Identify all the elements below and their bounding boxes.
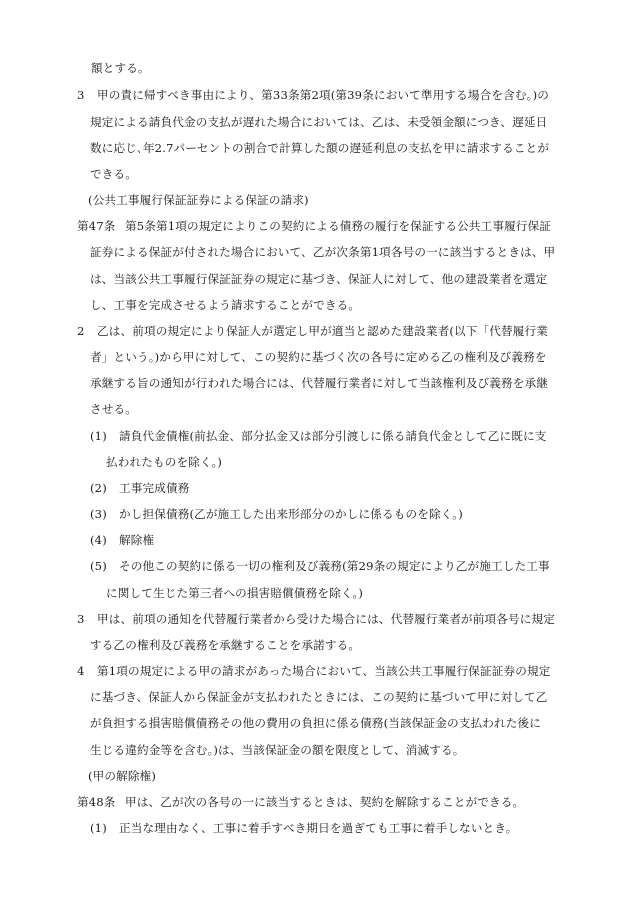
item-line: 正当な理由なく、工事に着手すべき期日を過ぎても工事に着手しないとき。 — [119, 821, 518, 835]
article-line: 甲は、乙が次の各号の一に該当するときは、契約を解除することができる。 — [125, 795, 525, 809]
paragraph-line: できる。 — [90, 167, 137, 181]
paragraph-line: させる。 — [90, 402, 137, 416]
paragraph-line: する乙の権利及び義務を承継することを承諾する。 — [90, 638, 361, 652]
paragraph-line: 第1項の規定による甲の請求があった場合において、当該公共工事履行保証証券の規定 — [97, 664, 551, 678]
item-line: 工事完成債務 — [119, 481, 190, 495]
article-label: 第48条 — [77, 795, 116, 809]
item-line: 払われたものを除く。) — [106, 455, 223, 469]
article-label: 第47条 — [77, 219, 116, 233]
paragraph-line: 乙は、前項の規定により保証人が選定し甲が適当と認めた建設業者(以下「代替履行業 — [97, 324, 548, 338]
paragraph-line: 者」という。)から甲に対して、この契約に基づく次の各号に定める乙の権利及び義務を — [90, 350, 547, 364]
article-heading: (甲の解除権) — [88, 769, 157, 783]
continuation-text: 額とする。 — [91, 61, 150, 75]
paragraph-line: に基づき、保証人から保証金が支払われたときには、この契約に基づいて甲に対して乙 — [90, 690, 548, 704]
paragraph-line: が負担する損害賠償債務その他の費用の負担に係る債務(当該保証金の支払われた後に — [90, 716, 541, 730]
paragraph-line: 承継する旨の通知が行われた場合には、代替履行業者に対して当該権利及び義務を承継 — [90, 376, 549, 390]
item-number: (3) — [90, 507, 107, 521]
item-number: (2) — [90, 481, 107, 495]
article-line: 第5条第1項の規定によりこの契約による債務の履行を保証する公共工事履行保証 — [125, 219, 552, 233]
item-number: (1) — [90, 821, 107, 835]
item-line: に関して生じた第三者への損害賠償債務を除く。) — [106, 586, 364, 600]
article-line: し、工事を完成させるよう請求することができる。 — [90, 298, 361, 312]
item-number: (1) — [90, 429, 107, 443]
item-number: (5) — [90, 559, 107, 573]
item-line: 解除権 — [119, 533, 155, 547]
paragraph-line: 数に応じ､年2.7パーセントの割合で計算した額の遅延利息の支払を甲に請求することが — [90, 141, 550, 155]
article-line: は、当該公共工事履行保証証券の規定に基づき、保証人に対して、他の建設業者を選定 — [90, 272, 548, 286]
paragraph-number: 2 — [77, 324, 85, 338]
paragraph-line: 規定による請負代金の支払が遅れた場合においては、乙は、未受領金額につき、遅延日 — [90, 115, 548, 129]
paragraph-number: 3 — [77, 88, 85, 102]
item-line: その他この契約に係る一切の権利及び義務(第29条の規定により乙が施工した工事 — [119, 559, 550, 573]
paragraph-line: 生じる違約金等を含む。)は、当該保証金の額を限度として、消滅する。 — [90, 743, 465, 757]
paragraph-line: 甲の責に帰すべき事由により、第33条第2項(第39条において準用する場合を含む。)の — [97, 88, 549, 102]
article-heading: (公共工事履行保証証券による保証の請求) — [88, 193, 309, 207]
item-line: 請負代金債権(前払金、部分払金又は部分引渡しに係る請負代金として乙に既に支 — [119, 429, 547, 443]
item-number: (4) — [90, 533, 107, 547]
paragraph-number: 3 — [77, 612, 85, 626]
paragraph-number: 4 — [77, 664, 85, 678]
paragraph-line: 甲は、前項の通知を代替履行業者から受けた場合には、代替履行業者が前項各号に規定 — [97, 612, 556, 626]
item-line: かし担保債務(乙が施工した出来形部分のかしに係るものを除く。) — [119, 507, 463, 521]
article-line: 証券による保証が付された場合において、乙が次条第1項各号の一に該当するときは、甲 — [90, 245, 556, 259]
